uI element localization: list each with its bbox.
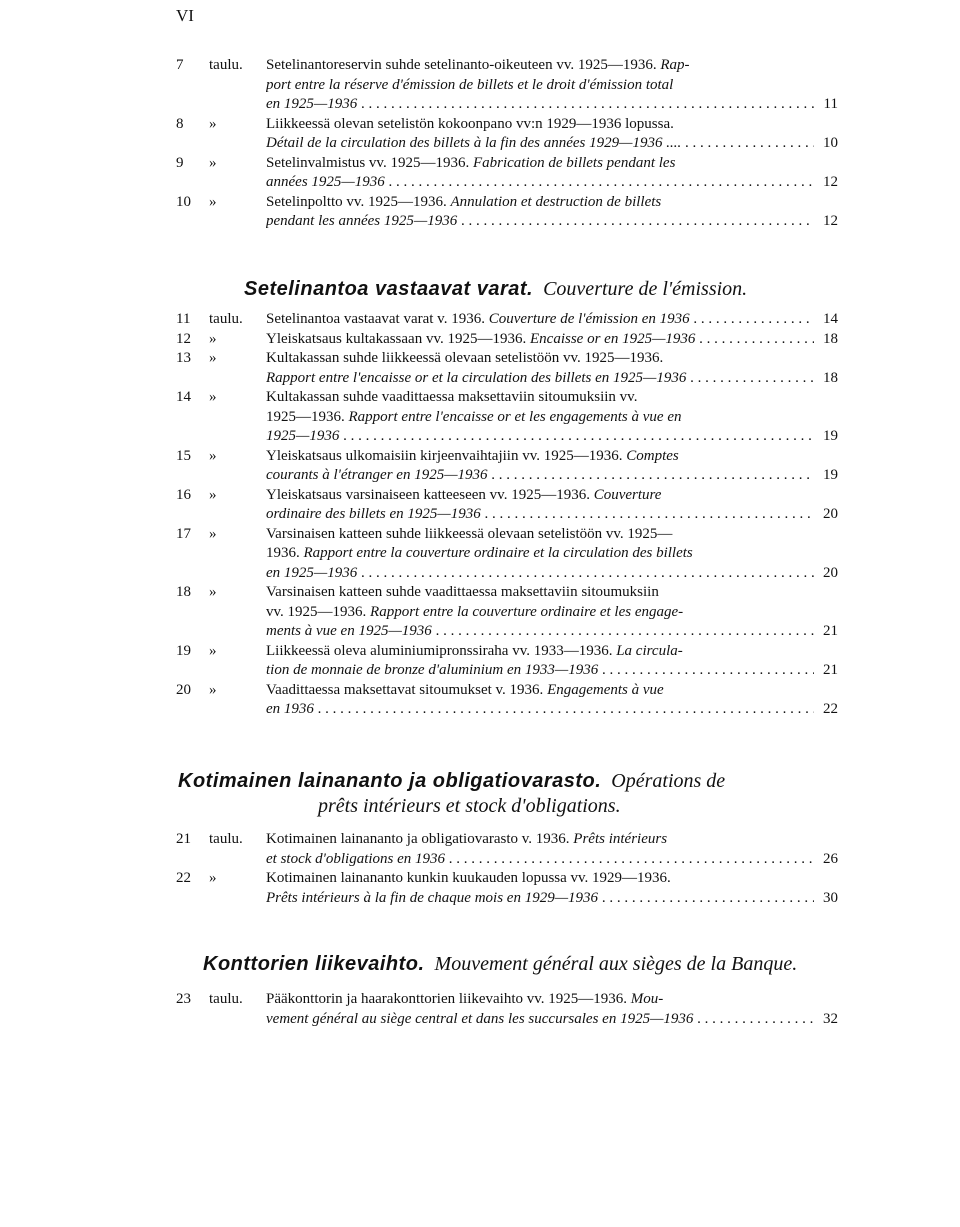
page-reference: 21 [823,623,838,639]
page-reference: 18 [823,330,838,347]
toc-entry[interactable] [176,154,838,193]
entry-title [266,388,814,447]
page-reference: 11 [823,96,838,112]
title-line [266,427,814,447]
french-text: Mou- [630,991,664,1007]
french-text: Encaisse or en 1925—1936 [530,330,696,347]
page-reference: 22 [823,701,838,717]
table-number: 16 [176,486,191,503]
title-line [266,681,814,701]
entry-title [266,56,814,115]
finnish-text: 1925—1936. [266,408,349,425]
french-text: et stock d'obligations en 1936 [266,850,446,867]
heading-french: Opérations de [611,770,726,792]
finnish-text: vv. 1925—1936. [266,603,371,620]
title-line [266,700,814,720]
entry-title [266,115,814,154]
finnish-text: Kultakassan suhde liikkeessä olevaan setelistöön vv. 1925—1936. [266,350,664,366]
title-line [266,544,814,564]
title-line [266,583,814,603]
french-text: Comptes [626,447,679,464]
page-reference: 20 [823,564,838,581]
title-line [266,330,814,350]
table-label: » [209,389,217,405]
table-number: 22 [176,870,191,886]
finnish-text: Yleiskatsaus ulkomaisiin kirjeenvaihtajiin vv. 1925—1936. [266,447,627,464]
toc-entry[interactable] [176,642,838,681]
entry-title [266,830,814,869]
french-text: Fabrication de billets pendant les [472,154,676,171]
title-line [266,56,814,76]
title-line [266,349,814,369]
table-number: 10 [176,193,191,210]
french-text: tion de monnaie de bronze d'aluminium en 1933—1936 [266,662,599,678]
title-line [266,76,814,96]
page-reference: 20 [823,506,838,522]
toc-entry[interactable] [176,681,838,720]
table-label: » [209,681,217,698]
page-reference: 19 [823,467,838,483]
title-line [266,889,814,909]
title-line [266,1010,814,1030]
table-label: » [209,525,217,542]
section-heading-lending-cont: prêts intérieurs et stock d'obligations. [318,795,621,817]
finnish-text: Setelinantoreservin suhde setelinanto-oikeuteen vv. 1925—1936. [266,57,661,73]
finnish-text: 1936. [266,545,304,561]
french-text: Rapport entre la couverture ordinaire et la circulation des billets [303,545,693,561]
page-reference: 32 [823,1010,838,1027]
finnish-text: Liikkeessä olevan setelistön kokoonpano vv:n 1929—1936 lopussa. [266,115,674,132]
entry-title [266,193,814,232]
entry-title [266,310,814,330]
title-line [266,369,814,389]
toc-entry[interactable] [176,830,838,869]
toc-entry[interactable] [176,56,838,115]
toc-entry[interactable] [176,486,838,525]
section-heading-cover [244,278,747,301]
french-text: vement général au siège central et dans les succursales en 1925—1936 [266,1010,694,1027]
finnish-text: Kotimainen lainananto ja obligatiovarasto v. 1936. [266,831,574,847]
entry-title [266,154,814,193]
french-text: Annulation et destruction de billets [450,193,662,210]
page-number: VI [176,6,194,25]
entry-title [266,642,814,681]
title-line [266,95,814,115]
table-label: » [209,486,217,503]
french-text: courants à l'étranger en 1925—1936 [266,467,488,483]
heading-french: Mouvement général aux sièges de la Banque. [434,953,798,975]
page-reference: 12 [823,174,838,190]
table-number: 17 [176,525,191,542]
table-label: taulu. [209,311,243,327]
french-text: Rap- [660,57,690,73]
toc-entry[interactable] [176,330,838,350]
french-text: Couverture de l'émission en 1936 [488,311,690,327]
entry-title [266,990,814,1029]
title-line [266,990,814,1010]
french-text: Prêts intérieurs à la fin de chaque mois en 1929—1936 [266,889,599,906]
french-text: port entre la réserve d'émission de billets et le droit d'émission total [266,76,674,93]
finnish-text: Varsinaisen katteen suhde liikkeessä olevaan setelistöön vv. 1925— [266,525,673,542]
entry-title [266,583,814,642]
table-number: 11 [176,311,191,327]
title-line [266,486,814,506]
page-reference: 26 [823,850,838,867]
entry-title [266,486,814,525]
finnish-text: Setelinantoa vastaavat varat v. 1936. [266,311,489,327]
toc-entry[interactable] [176,869,838,908]
table-number: 7 [176,57,184,73]
table-label: » [209,193,217,210]
french-text: Rapport entre l'encaisse or et les engagements à vue en [348,408,682,425]
french-text: ordinaire des billets en 1925—1936 [266,506,481,522]
page-reference: 19 [823,428,838,444]
finnish-text: Pääkonttorin ja haarakonttorien liikevaihto vv. 1925—1936. [266,991,631,1007]
finnish-text: Varsinaisen katteen suhde vaadittaessa maksettaviin sitoumuksiin [266,584,659,600]
table-number: 12 [176,330,191,347]
table-label: » [209,584,217,600]
title-line [266,115,814,135]
title-line [266,193,814,213]
table-label: taulu. [209,831,243,847]
french-text: 1925—1936 [266,428,340,444]
french-text: pendant les années 1925—1936 [266,213,458,229]
toc-entry[interactable] [176,525,838,584]
page-reference: 12 [823,213,838,229]
table-label: taulu. [209,57,243,73]
french-text: Rapport entre l'encaisse or et la circulation des billets en 1925—1936 [266,369,687,386]
title-line [266,850,814,870]
page-reference: 18 [823,369,838,386]
french-text: Couverture [593,486,662,503]
finnish-text: Yleiskatsaus varsinaiseen katteeseen vv. 1925—1936. [266,486,594,503]
entry-title [266,349,814,388]
finnish-text: Liikkeessä oleva aluminiumipronssiraha vv. 1933—1936. [266,642,617,659]
finnish-text: Setelinpoltto vv. 1925—1936. [266,193,451,210]
finnish-text: Vaadittaessa maksettavat sitoumukset v. 1936. [266,681,548,698]
title-line [266,388,814,408]
french-text: Rapport entre la couverture ordinaire et les engage- [370,603,684,620]
title-line [266,154,814,174]
table-number: 9 [176,154,184,171]
french-text: en 1936 [266,701,314,717]
table-label: » [209,330,217,347]
finnish-text: Yleiskatsaus kultakassaan vv. 1925—1936. [266,330,530,347]
table-label: » [209,350,217,366]
table-number: 21 [176,831,191,847]
french-text: La circula- [616,642,683,659]
french-text: Engagements à vue [547,681,664,698]
french-text: Prêts intérieurs [573,831,668,847]
table-number: 20 [176,681,191,698]
section-heading-lending [178,770,725,793]
page-reference: 10 [823,135,838,151]
page-reference: 21 [823,662,838,678]
heading-finnish: Setelinantoa vastaavat varat. [244,278,534,300]
page-reference: 30 [823,889,838,906]
finnish-text: Kotimainen lainananto kunkin kuukauden lopussa vv. 1929—1936. [266,870,671,886]
toc-entry[interactable] [176,447,838,486]
french-text: en 1925—1936 [266,96,358,112]
title-line [266,869,814,889]
table-number: 18 [176,584,191,600]
toc-entry[interactable] [176,388,838,447]
table-number: 14 [176,389,191,405]
title-line [266,173,814,193]
heading-finnish: Konttorien liikevaihto. [203,953,425,975]
title-line [266,830,814,850]
title-line [266,642,814,662]
entry-title [266,330,814,350]
toc-entry[interactable] [176,990,838,1029]
table-label: » [209,115,217,132]
title-line [266,408,814,428]
french-text: en 1925—1936 [266,564,358,581]
table-number: 15 [176,447,191,464]
title-line [266,564,814,584]
toc-entry[interactable] [176,349,838,388]
table-number: 8 [176,115,184,132]
title-line [266,505,814,525]
entry-title [266,525,814,584]
title-line [266,447,814,467]
toc-entry[interactable] [176,193,838,232]
title-line [266,310,814,330]
table-label: » [209,447,217,464]
entry-title [266,869,814,908]
title-line [266,134,814,154]
entry-title [266,681,814,720]
french-text: années 1925—1936 [266,174,385,190]
toc-entry[interactable] [176,115,838,154]
table-label: » [209,870,217,886]
title-line [266,466,814,486]
french-text: ments à vue en 1925—1936 [266,623,432,639]
section-heading-turnover [203,953,797,976]
table-number: 19 [176,642,191,659]
table-number: 23 [176,991,191,1007]
table-number: 13 [176,350,191,366]
title-line [266,525,814,545]
heading-finnish: Kotimainen lainananto ja obligatiovarasto. [178,770,602,792]
table-label: » [209,642,217,659]
toc-entry[interactable] [176,583,838,642]
page-reference: 14 [823,311,838,327]
entry-title [266,447,814,486]
finnish-text: Kultakassan suhde vaadittaessa maksettaviin sitoumuksiin vv. [266,389,638,405]
title-line [266,212,814,232]
title-line [266,661,814,681]
finnish-text: Setelinvalmistus vv. 1925—1936. [266,154,473,171]
title-line [266,622,814,642]
heading-french: Couverture de l'émission. [543,278,748,300]
toc-entry[interactable] [176,310,838,330]
table-label: taulu. [209,991,243,1007]
title-line [266,603,814,623]
french-text: Détail de la circulation des billets à la fin des années 1929—1936 .... [266,135,682,151]
table-label: » [209,154,217,171]
